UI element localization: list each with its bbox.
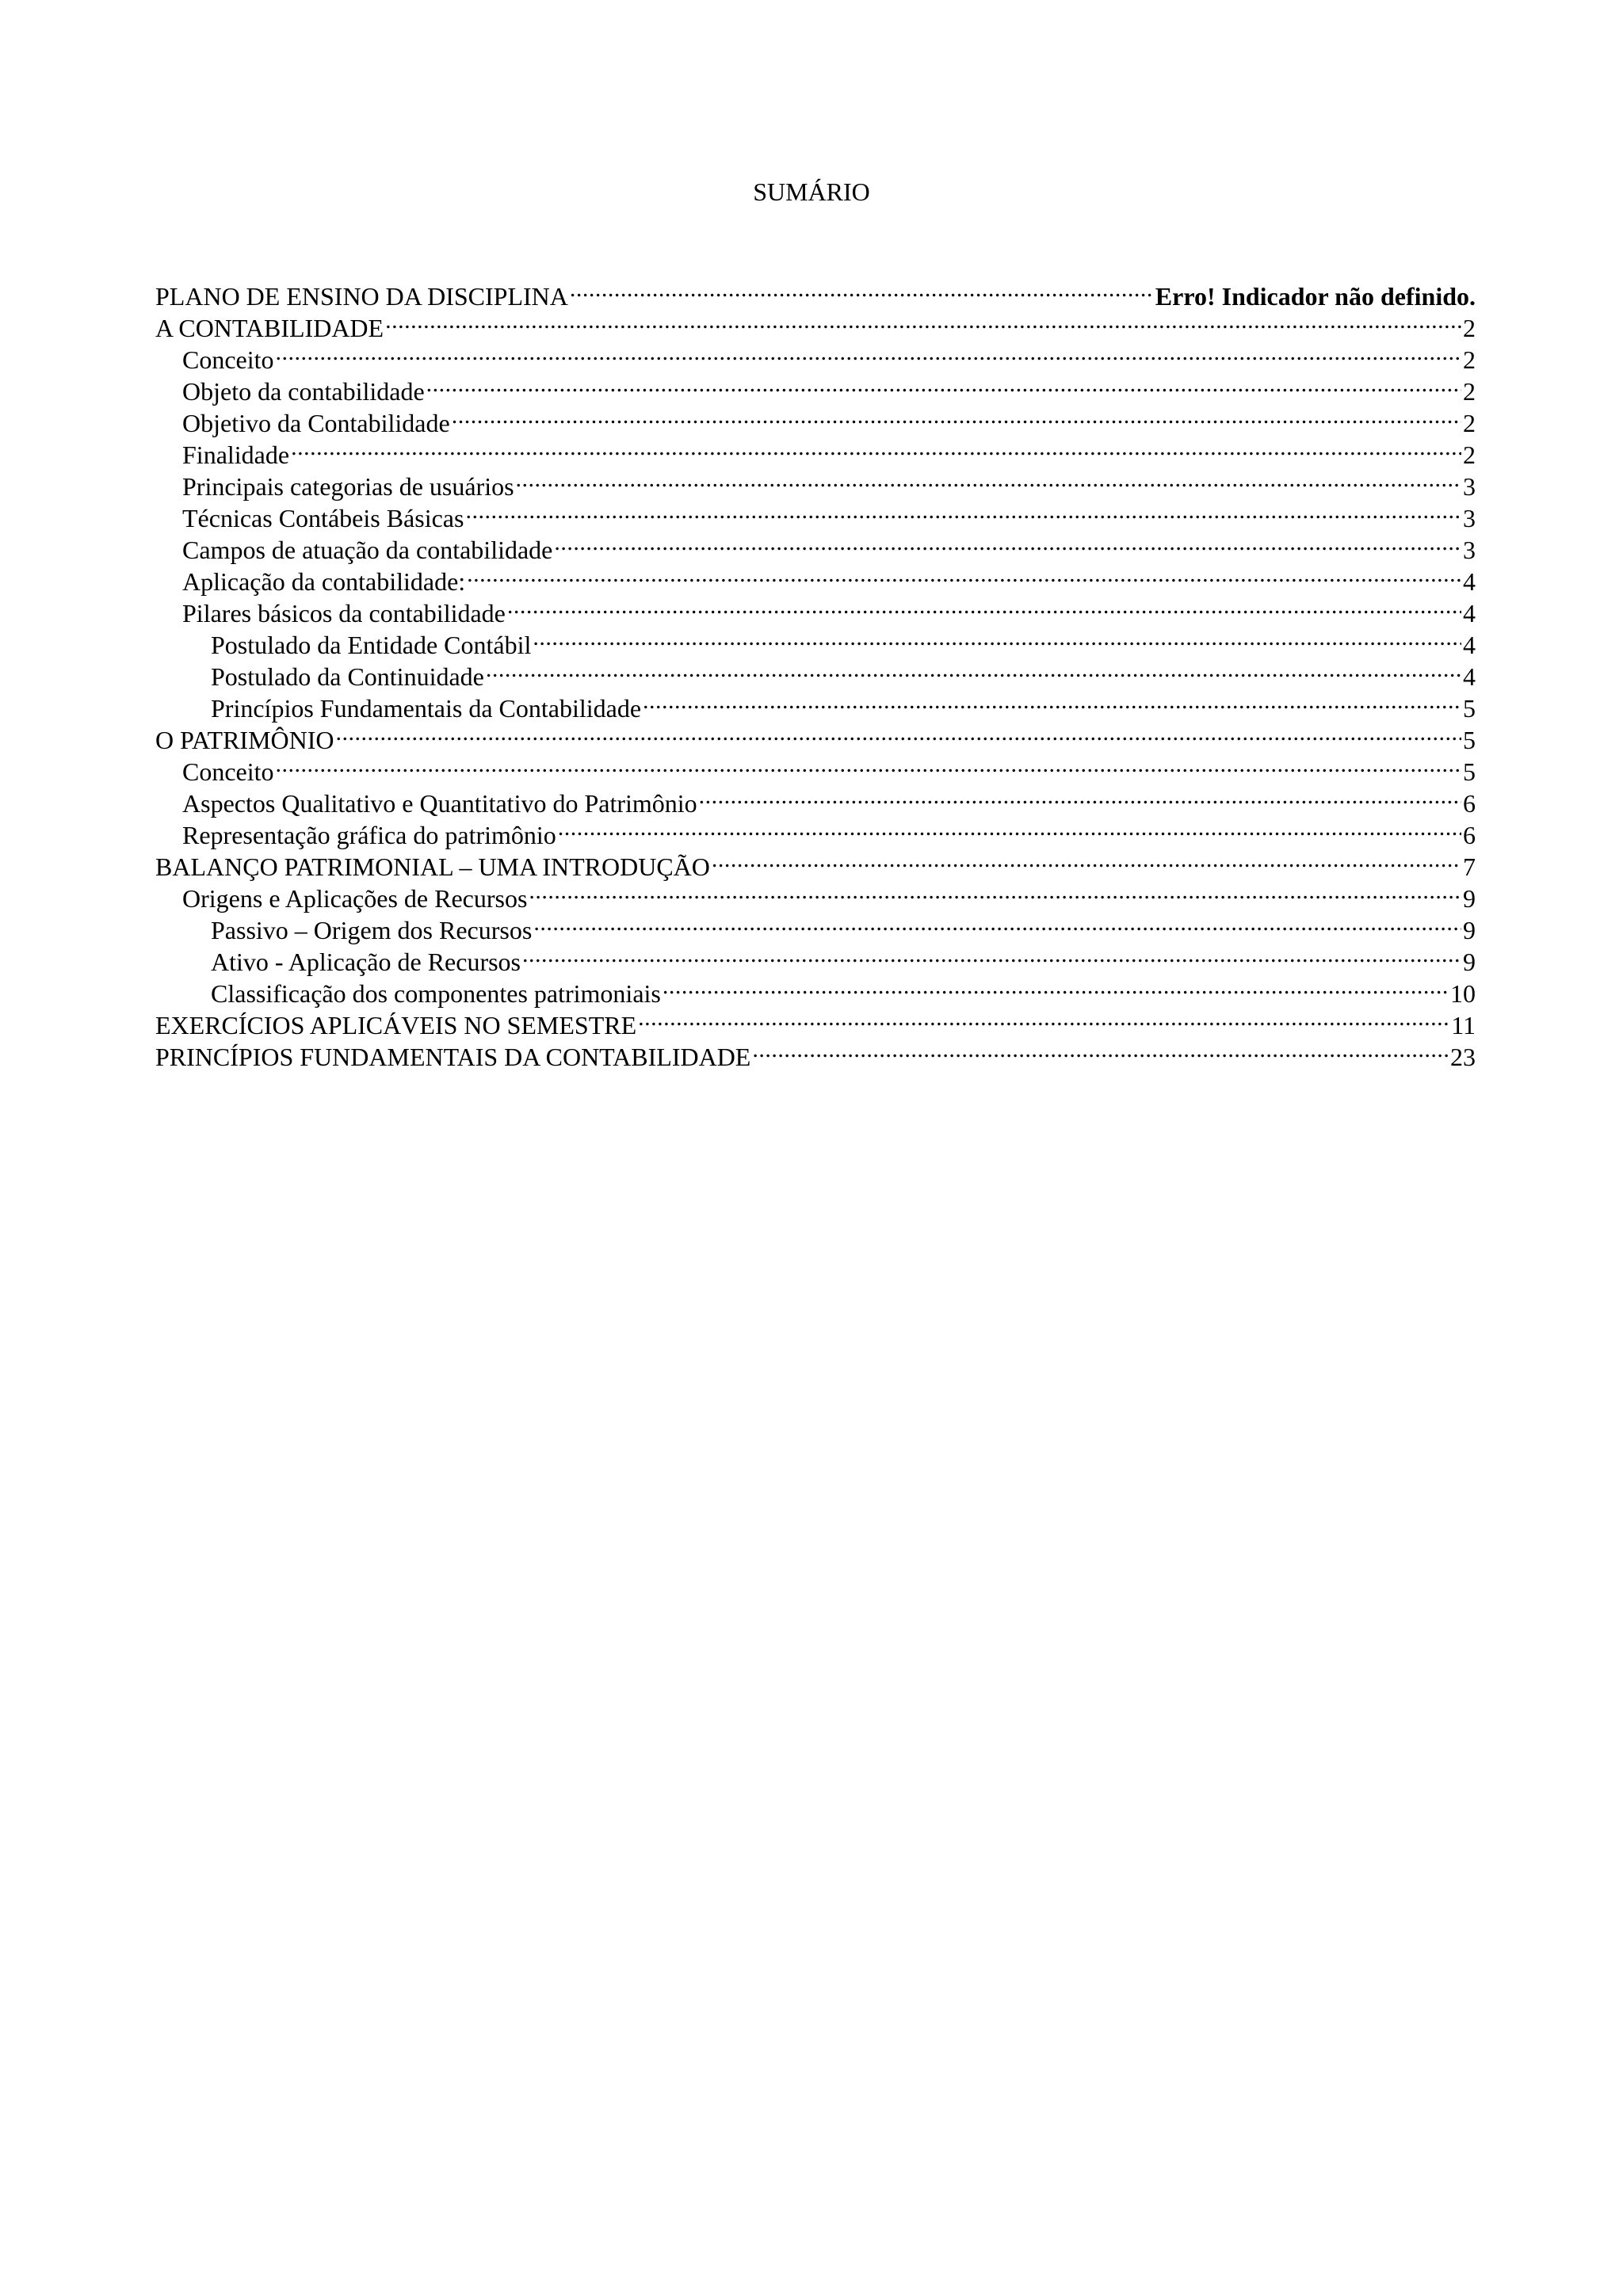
toc-entry-label: Classificação dos componentes patrimoniais xyxy=(211,979,661,1008)
toc-dot-leader xyxy=(638,1002,1449,1034)
toc-entry-label: Aplicação da contabilidade: xyxy=(182,567,466,596)
toc-dot-leader xyxy=(385,305,1461,337)
toc-entry-page-number: 3 xyxy=(1463,504,1476,532)
toc-entry-page-number: 4 xyxy=(1463,662,1476,691)
toc-entry-label: BALANÇO PATRIMONIAL – UMA INTRODUÇÃO xyxy=(155,852,710,881)
toc-entry-label: Principais categorias de usuários xyxy=(182,472,514,501)
toc-entry-label: Postulado da Entidade Contábil xyxy=(211,631,532,659)
toc-entry-label: A CONTABILIDADE xyxy=(155,314,384,342)
toc-entry[interactable] xyxy=(155,432,1476,469)
toc-dot-leader xyxy=(507,590,1461,622)
toc-entry-label: Passivo – Origem dos Recursos xyxy=(211,916,533,944)
toc-dot-leader xyxy=(467,559,1461,590)
toc-dot-leader xyxy=(291,432,1461,463)
toc-entry-label: PRINCÍPIOS FUNDAMENTAIS DA CONTABILIDADE xyxy=(155,1043,751,1071)
toc-entry-page-number: 5 xyxy=(1463,757,1476,786)
toc-dot-leader xyxy=(554,527,1461,559)
toc-entry[interactable] xyxy=(155,337,1476,374)
toc-entry-label: O PATRIMÔNIO xyxy=(155,726,334,754)
toc-dot-leader xyxy=(699,780,1461,812)
toc-entry-page-number: 9 xyxy=(1463,948,1476,976)
toc-entry-page-number: 5 xyxy=(1463,726,1476,754)
toc-entry-page-number: 3 xyxy=(1463,536,1476,564)
toc-entry-page-number: 4 xyxy=(1463,599,1476,627)
toc-entry[interactable] xyxy=(155,273,1476,311)
toc-dot-leader xyxy=(486,654,1461,685)
toc-entry-label: Pilares básicos da contabilidade xyxy=(182,599,506,627)
toc-dot-leader xyxy=(516,463,1461,495)
toc-entry-page-number: 6 xyxy=(1463,789,1476,818)
toc-entry-label: Conceito xyxy=(182,757,274,786)
toc-entry-label: Aspectos Qualitativo e Quantitativo do Patrimônio xyxy=(182,789,697,818)
toc-dot-leader xyxy=(522,939,1461,971)
toc-entry-label: Postulado da Continuidade xyxy=(211,662,484,691)
toc-entry-label: Objetivo da Contabilidade xyxy=(182,409,450,437)
toc-entry-page-number: 6 xyxy=(1463,821,1476,849)
toc-dot-leader xyxy=(452,400,1461,432)
toc-dot-leader xyxy=(558,812,1461,844)
toc-entry-page-number: 10 xyxy=(1450,979,1476,1008)
toc-dot-leader xyxy=(533,907,1461,939)
table-of-contents xyxy=(155,273,1476,1071)
toc-entry-label: Técnicas Contábeis Básicas xyxy=(182,504,464,532)
toc-entry-page-number: 9 xyxy=(1463,916,1476,944)
toc-entry-page-number: 5 xyxy=(1463,694,1476,723)
toc-entry-label: EXERCÍCIOS APLICÁVEIS NO SEMESTRE xyxy=(155,1011,637,1039)
toc-entry-page-number: 2 xyxy=(1463,441,1476,469)
toc-entry-page-number: 9 xyxy=(1463,884,1476,913)
toc-entry-label: Campos de atuação da contabilidade xyxy=(182,536,553,564)
toc-entry-label: Finalidade xyxy=(182,441,290,469)
toc-entry-page-number: 2 xyxy=(1463,314,1476,342)
toc-entry-page-number: 2 xyxy=(1463,409,1476,437)
toc-entry-page-number: 11 xyxy=(1451,1011,1476,1039)
toc-entry-label: Origens e Aplicações de Recursos xyxy=(182,884,528,913)
toc-entry-page-number: 2 xyxy=(1463,377,1476,406)
toc-entry-page-number: 3 xyxy=(1463,472,1476,501)
toc-entry-page-number: 7 xyxy=(1463,852,1476,881)
toc-entry[interactable] xyxy=(155,717,1476,754)
toc-dot-leader xyxy=(529,875,1461,907)
toc-entry[interactable] xyxy=(155,749,1476,786)
toc-dot-leader xyxy=(276,337,1461,368)
toc-entry-page-number: Erro! Indicador não definido. xyxy=(1155,282,1476,311)
toc-dot-leader xyxy=(712,844,1461,875)
toc-entry[interactable] xyxy=(155,780,1476,818)
toc-entry-label: Conceito xyxy=(182,345,274,374)
toc-entry-page-number: 23 xyxy=(1450,1043,1476,1071)
toc-entry-page-number: 2 xyxy=(1463,345,1476,374)
toc-dot-leader xyxy=(643,685,1461,717)
toc-entry[interactable] xyxy=(155,368,1476,406)
toc-dot-leader xyxy=(533,622,1461,654)
toc-entry-label: Ativo - Aplicação de Recursos xyxy=(211,948,521,976)
toc-dot-leader xyxy=(663,971,1449,1002)
toc-entry[interactable] xyxy=(155,463,1476,501)
toc-dot-leader xyxy=(570,273,1154,305)
toc-entry-label: Representação gráfica do patrimônio xyxy=(182,821,556,849)
toc-dot-leader xyxy=(336,717,1461,749)
toc-entry-label: PLANO DE ENSINO DA DISCIPLINA xyxy=(155,282,568,311)
toc-entry-page-number: 4 xyxy=(1463,567,1476,596)
toc-dot-leader xyxy=(426,368,1461,400)
toc-dot-leader xyxy=(276,749,1461,780)
toc-entry-page-number: 4 xyxy=(1463,631,1476,659)
toc-entry-label: Princípios Fundamentais da Contabilidade xyxy=(211,694,642,723)
toc-dot-leader xyxy=(752,1034,1449,1066)
page-title: SUMÁRIO xyxy=(753,177,870,206)
toc-entry-label: Objeto da contabilidade xyxy=(182,377,425,406)
toc-dot-leader xyxy=(465,495,1461,527)
